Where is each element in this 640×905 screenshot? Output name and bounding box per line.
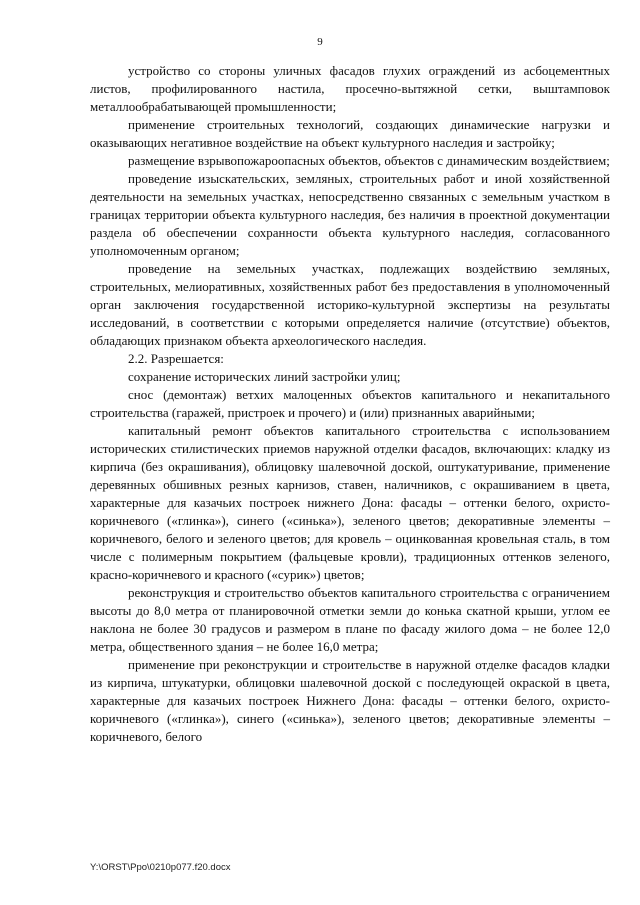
paragraph: проведение на земельных участках, подлежащих воздействию земляных, строительных, мелиоративных, хозяйственных работ без предоставления в уполномоченный орган заключения государственной историко-культурной экспертизы на результаты исследований, в соответствии с которыми определяется наличие (отсутствие) объектов, обладающих признаком объекта археологического наследия. [90,261,610,348]
paragraph: устройство со стороны уличных фасадов глухих ограждений из асбоцементных листов, профилированного настила, просечно-вытяжной сетки, выштамповок металлообрабатывающей промышленности; [90,63,610,114]
paragraph: капитальный ремонт объектов капитального строительства с использованием исторических стилистических приемов наружной отделки фасадов, включающих: кладку из кирпича (без окрашивания), облицовку шалевочной доской, оштукатуривание, применение деревянных обшивных резных карнизов, ставен, наличников, с окрашиванием в цвета, характерные для казачьих построек нижнего Дона: фасады – оттенки белого, охристо-коричневого («глинка»), синего («синька»), зеленого цветов; декоративные элементы – коричневого, белого и зеленого цветов; для кровель – оцинкованная кровельная сталь, в том числе с полимерным покрытием (фальцевые кровли), традиционных оттенков зеленого, красно-коричневого и красного («сурик») цветов; [90,423,610,582]
footer-file-path: Y:\ORST\Ppo\0210p077.f20.docx [90,862,231,873]
paragraph: сохранение исторических линий застройки улиц; [128,369,401,384]
paragraph: применение при реконструкции и строительстве в наружной отделке фасадов кладки из кирпича, штукатурки, облицовки шалевочной доской с последующей окраской в цвета, характерные для казачьих построек Нижнего Дона: фасады – оттенки белого, охристо-коричневого («глинка»), синего («синька»), зеленого цветов; декоративные элементы – коричневого, белого [90,657,610,744]
section-heading: 2.2. Разрешается: [128,351,224,366]
document-body [90,62,610,746]
paragraph: размещение взрывопожароопасных объектов, объектов с динамическим воздействием; [128,153,610,168]
paragraph: реконструкция и строительство объектов капитального строительства с ограничением высоты до 8,0 метра от планировочной отметки земли до конька скатной крыши, углом ее наклона не более 30 градусов и размером в плане по фасаду жилого дома – не более 12,0 метра, общественного здания – не более 16,0 метра; [90,585,610,654]
paragraph: проведение изыскательских, земляных, строительных работ и иной хозяйственной деятельности на земельных участках, непосредственно связанных с земельным участком в границах территории объекта культурного наследия, без наличия в проектной документации раздела об обеспечении сохранности объекта культурного наследия, согласованного уполномоченным органом; [90,171,610,258]
page-number: 9 [317,36,323,48]
paragraph: применение строительных технологий, создающих динамические нагрузки и оказывающих негативное воздействие на объект культурного наследия и застройку; [90,117,610,150]
paragraph: снос (демонтаж) ветхих малоценных объектов капитального и некапитального строительства (гаражей, пристроек и прочего) и (или) признанных аварийными; [90,387,610,420]
